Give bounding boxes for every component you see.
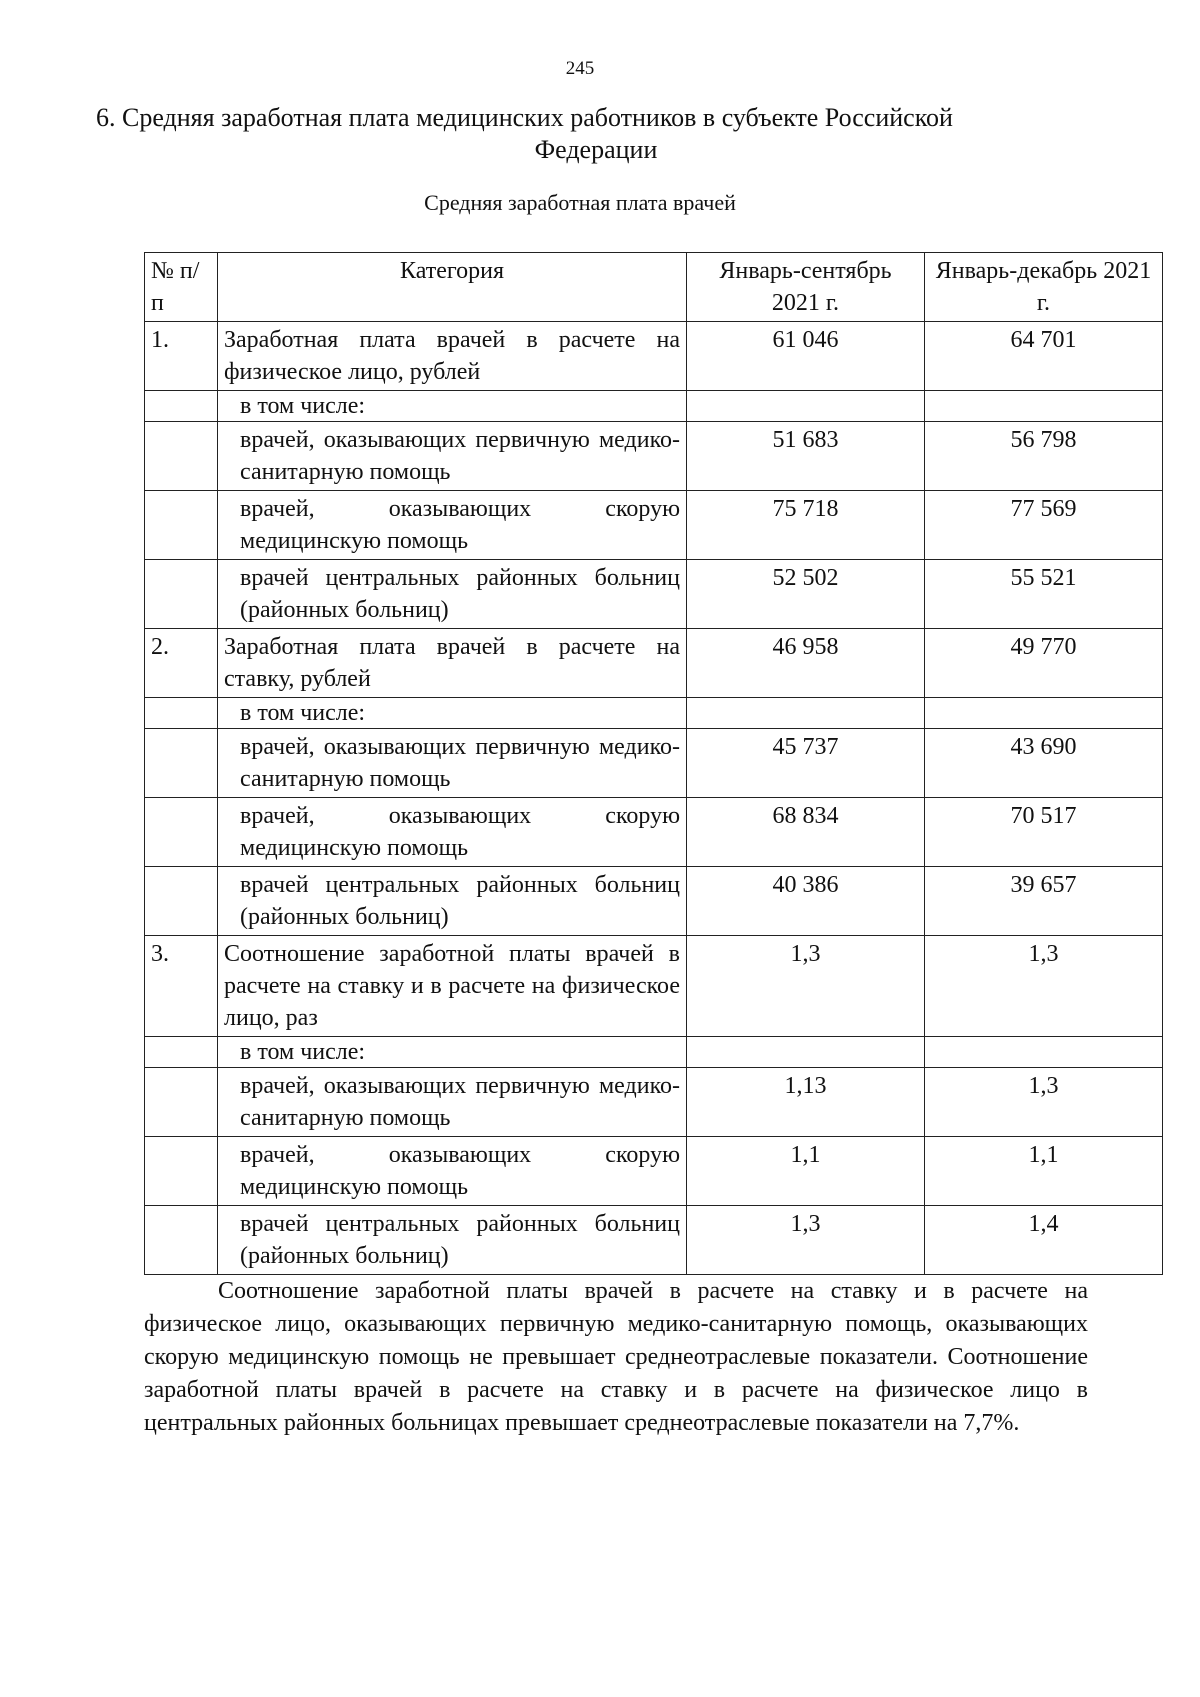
row-category: Заработная плата врачей в расчете на ставку, рублей (218, 629, 687, 698)
table-row (145, 1137, 1163, 1206)
table-row (145, 867, 1163, 936)
row-num (145, 391, 218, 422)
header-category: Категория (218, 253, 687, 322)
row-value-period1: 1,13 (687, 1068, 925, 1137)
row-num: 3. (145, 936, 218, 1037)
row-category: врачей, оказывающих скорую медицинскую помощь (218, 491, 687, 560)
table-header-row (145, 253, 1163, 322)
header-period1: Январь-сентябрь 2021 г. (687, 253, 925, 322)
row-num: 2. (145, 629, 218, 698)
row-num (145, 698, 218, 729)
row-value-period2: 70 517 (925, 798, 1163, 867)
row-num (145, 1137, 218, 1206)
table-title: Средняя заработная плата врачей (424, 190, 736, 215)
section-heading-line2: Федерации (534, 135, 658, 164)
row-value-period2: 43 690 (925, 729, 1163, 798)
header-period2: Январь-декабрь 2021 г. (925, 253, 1163, 322)
row-category: врачей, оказывающих первичную медико-санитарную помощь (218, 729, 687, 798)
row-value-period1: 46 958 (687, 629, 925, 698)
row-value-period1: 1,1 (687, 1137, 925, 1206)
table-row (145, 729, 1163, 798)
header-num: № п/п (145, 253, 218, 322)
table-row (145, 798, 1163, 867)
row-category: врачей центральных районных больниц (районных больниц) (218, 867, 687, 936)
row-value-period2: 55 521 (925, 560, 1163, 629)
row-value-period1: 61 046 (687, 322, 925, 391)
row-category: врачей, оказывающих скорую медицинскую помощь (218, 1137, 687, 1206)
table-row (145, 491, 1163, 560)
row-value-period1: 52 502 (687, 560, 925, 629)
row-category: Заработная плата врачей в расчете на физическое лицо, рублей (218, 322, 687, 391)
row-value-period2: 1,4 (925, 1206, 1163, 1275)
row-category: врачей, оказывающих первичную медико-санитарную помощь (218, 422, 687, 491)
row-value-period1: 1,3 (687, 1206, 925, 1275)
row-value-period2: 1,1 (925, 1137, 1163, 1206)
row-value-period1: 40 386 (687, 867, 925, 936)
row-value-period2 (925, 391, 1163, 422)
row-value-period2: 39 657 (925, 867, 1163, 936)
row-value-period2: 77 569 (925, 491, 1163, 560)
table-row (145, 936, 1163, 1037)
table-row (145, 391, 1163, 422)
row-value-period1 (687, 391, 925, 422)
table-row (145, 1068, 1163, 1137)
row-value-period1: 45 737 (687, 729, 925, 798)
row-value-period2: 49 770 (925, 629, 1163, 698)
row-num (145, 560, 218, 629)
row-category: врачей центральных районных больниц (районных больниц) (218, 1206, 687, 1275)
section-heading (96, 102, 1086, 166)
row-value-period2: 56 798 (925, 422, 1163, 491)
page-number: 245 (565, 58, 595, 79)
row-category: врачей, оказывающих скорую медицинскую помощь (218, 798, 687, 867)
row-value-period1: 1,3 (687, 936, 925, 1037)
table-row (145, 1037, 1163, 1068)
row-category: в том числе: (218, 391, 687, 422)
row-value-period2 (925, 698, 1163, 729)
row-value-period2 (925, 1037, 1163, 1068)
row-value-period1 (687, 698, 925, 729)
conclusion-paragraph (144, 1275, 1088, 1440)
row-value-period1: 68 834 (687, 798, 925, 867)
row-num (145, 798, 218, 867)
row-num (145, 1037, 218, 1068)
row-category: Соотношение заработной платы врачей в расчете на ставку и в расчете на физическое лицо, раз (218, 936, 687, 1037)
row-num (145, 867, 218, 936)
row-category: в том числе: (218, 698, 687, 729)
row-num (145, 422, 218, 491)
row-num (145, 1068, 218, 1137)
row-value-period1 (687, 1037, 925, 1068)
table-row (145, 560, 1163, 629)
section-heading-line1: 6. Средняя заработная плата медицинских работников в субъекте Российской (96, 103, 953, 132)
row-category: врачей, оказывающих первичную медико-санитарную помощь (218, 1068, 687, 1137)
table-row (145, 1206, 1163, 1275)
table-row (145, 698, 1163, 729)
row-value-period1: 75 718 (687, 491, 925, 560)
row-value-period2: 1,3 (925, 1068, 1163, 1137)
row-category: врачей центральных районных больниц (районных больниц) (218, 560, 687, 629)
row-value-period2: 64 701 (925, 322, 1163, 391)
row-num (145, 1206, 218, 1275)
row-value-period2: 1,3 (925, 936, 1163, 1037)
row-category: в том числе: (218, 1037, 687, 1068)
conclusion-text: Соотношение заработной платы врачей в расчете на ставку и в расчете на физическое лицо, оказывающих первичную медико-санитарную помощь, оказывающих скорую медицинскую помощь не превышает среднеотраслевые показатели. Соотношение заработной платы врачей в расчете на ставку и в расчете на физическое лицо в центральных районных больницах превышает среднеотраслевые показатели на 7,7%. (144, 1278, 1088, 1436)
table-row (145, 422, 1163, 491)
row-num: 1. (145, 322, 218, 391)
row-value-period1: 51 683 (687, 422, 925, 491)
row-num (145, 729, 218, 798)
table-row (145, 322, 1163, 391)
salary-table (144, 252, 1163, 1275)
row-num (145, 491, 218, 560)
table-row (145, 629, 1163, 698)
